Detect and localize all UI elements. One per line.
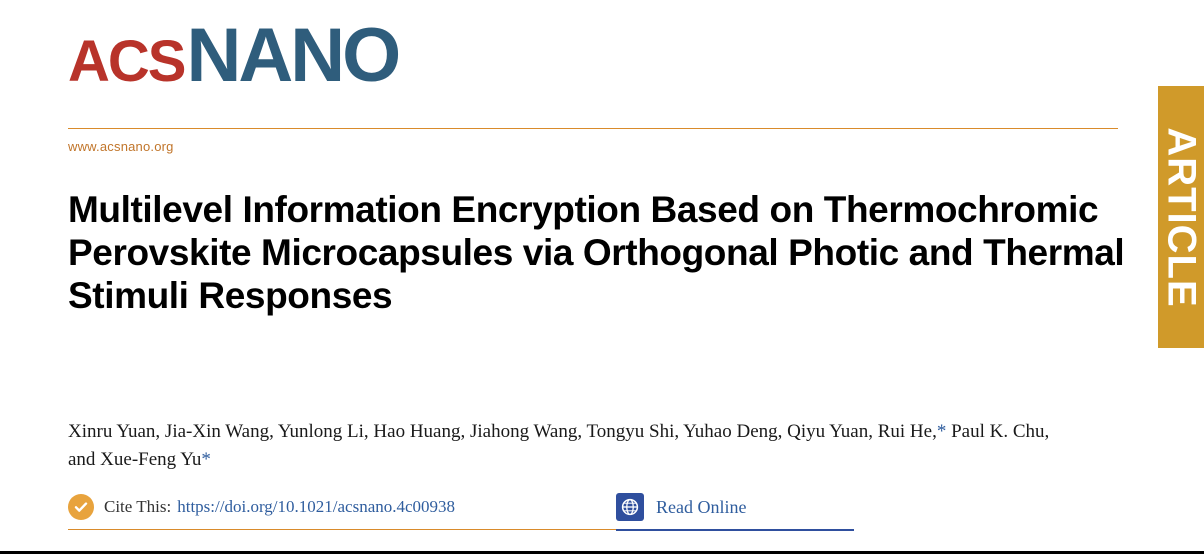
cite-underline: [68, 529, 628, 530]
author-list-text: Xinru Yuan, Jia-Xin Wang, Yunlong Li, Hao Huang, Jiahong Wang, Tongyu Shi, Yuhao Deng, Qiyu Yuan, Rui He,* Paul K. Chu, and Xue-Feng Yu*: [68, 421, 1050, 470]
check-circle-icon: [68, 494, 94, 520]
acs-logo-text: ACS: [68, 29, 185, 94]
author-list: [68, 418, 1058, 474]
header-divider: [68, 128, 1118, 129]
cite-this-group: [68, 490, 455, 524]
citation-bar: [68, 490, 1118, 532]
read-online-group[interactable]: [616, 490, 746, 524]
cite-this-label: Cite This:: [104, 497, 172, 516]
journal-website-link[interactable]: www.acsnano.org: [68, 139, 174, 154]
read-online-underline: [616, 529, 854, 531]
nano-logo-text: NANO: [186, 13, 399, 98]
article-side-tab-label: ARTICLE: [1159, 126, 1204, 308]
globe-icon: [616, 493, 644, 521]
page-title: Multilevel Information Encryption Based on Thermochromic Perovskite Microcapsules via Orthogonal Photic and Thermal Stimuli Responses: [68, 189, 1125, 316]
doi-link[interactable]: https://doi.org/10.1021/acsnano.4c00938: [177, 497, 456, 516]
article-side-tab: [1158, 86, 1204, 348]
journal-masthead: [68, 13, 399, 104]
read-online-label[interactable]: Read Online: [656, 496, 747, 517]
